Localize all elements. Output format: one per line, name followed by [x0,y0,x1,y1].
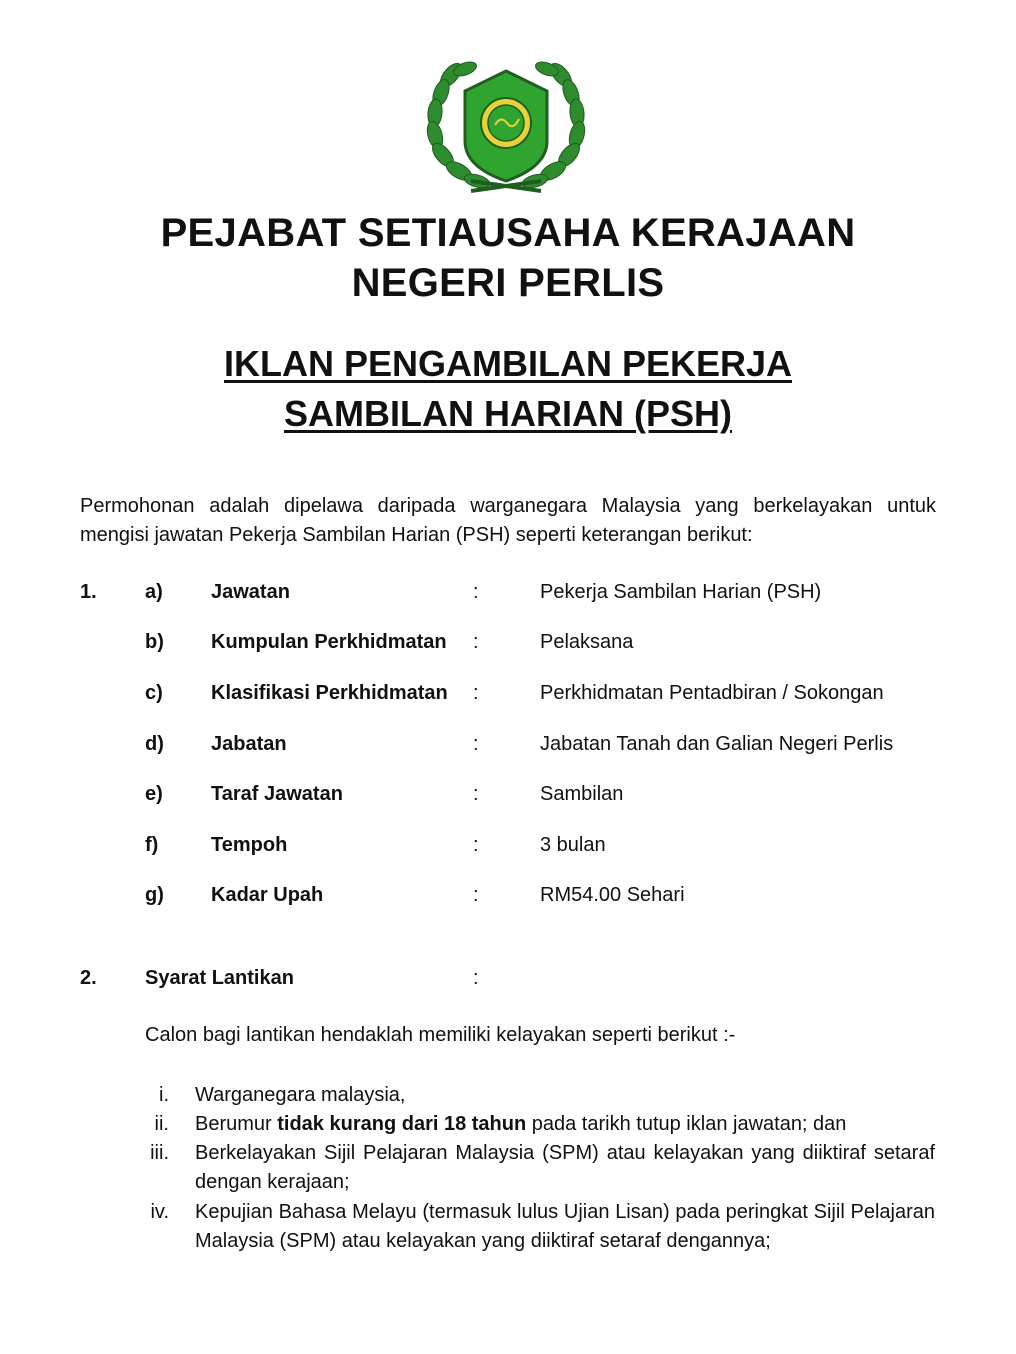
item-letter: g) [145,884,164,906]
job-detail-row [0,783,1016,813]
job-detail-row [0,581,1016,611]
item-label: Kumpulan Perkhidmatan [211,631,447,653]
advert-title-line1: IKLAN PENGAMBILAN PEKERJA [223,343,793,384]
requirement-numeral: iv. [150,1201,169,1223]
item-letter: a) [145,581,163,603]
organisation-name-line2: NEGERI PERLIS [351,261,665,305]
item-value: Jabatan Tanah dan Galian Negeri Perlis [540,733,894,755]
intro-paragraph: Permohonan adalah dipelawa daripada warganegara Malaysia yang berkelayakan untuk mengisi jawatan Pekerja Sambilan Harian (PSH) seperti keterangan berikut: [80,495,936,546]
item-value: Pelaksana [540,631,634,653]
job-detail-row [0,733,1016,763]
requirements-lead: Calon bagi lantikan hendaklah memiliki kelayakan seperti berikut :- [145,1024,736,1046]
item-colon: : [473,783,479,805]
job-detail-row [0,631,1016,661]
section-number: 1. [80,581,97,603]
job-detail-row [0,834,1016,864]
item-value: Perkhidmatan Pentadbiran / Sokongan [540,682,884,704]
item-colon: : [473,834,479,856]
requirement-numeral: i. [159,1084,169,1106]
item-letter: f) [145,834,159,856]
item-value: RM54.00 Sehari [540,884,685,906]
job-detail-row [0,682,1016,712]
section-title: Syarat Lantikan [145,967,294,989]
organisation-name-line1: PEJABAT SETIAUSAHA KERAJAAN [160,211,856,255]
section-heading [0,967,1016,997]
item-letter: b) [145,631,164,653]
item-colon: : [473,581,479,603]
requirement-numeral: ii. [154,1113,169,1135]
requirement-text: Berumur tidak kurang dari 18 tahun pada tarikh tutup iklan jawatan; dan [195,1113,847,1135]
perlis-state-crest-icon [421,55,591,197]
advert-title-line2: SAMBILAN HARIAN (PSH) [284,393,732,434]
item-label: Jawatan [211,581,290,603]
requirement-text: Kepujian Bahasa Melayu (termasuk lulus Ujian Lisan) pada peringkat Sijil Pelajaran Malaysia (SPM) atau kelayakan yang diiktiraf setaraf dengannya; [195,1201,935,1252]
item-label: Klasifikasi Perkhidmatan [211,682,448,704]
item-colon: : [473,733,479,755]
item-value: 3 bulan [540,834,606,856]
item-label: Tempoh [211,834,288,856]
requirement-emphasis: tidak kurang dari 18 tahun [277,1113,527,1135]
requirement-numeral: iii. [150,1142,169,1164]
item-colon: : [473,631,479,653]
item-letter: d) [145,733,164,755]
item-value: Pekerja Sambilan Harian (PSH) [540,581,822,603]
item-value: Sambilan [540,783,624,805]
section-colon: : [473,967,479,989]
job-detail-row [0,884,1016,914]
item-label: Kadar Upah [211,884,324,906]
requirement-text: Berkelayakan Sijil Pelajaran Malaysia (SPM) atau kelayakan yang diiktiraf setaraf dengan kerajaan; [195,1142,935,1193]
item-letter: e) [145,783,163,805]
item-colon: : [473,682,479,704]
item-label: Taraf Jawatan [211,783,343,805]
item-label: Jabatan [211,733,287,755]
item-letter: c) [145,682,163,704]
section-number: 2. [80,967,97,989]
requirement-text: Warganegara malaysia, [195,1084,406,1106]
item-colon: : [473,884,479,906]
